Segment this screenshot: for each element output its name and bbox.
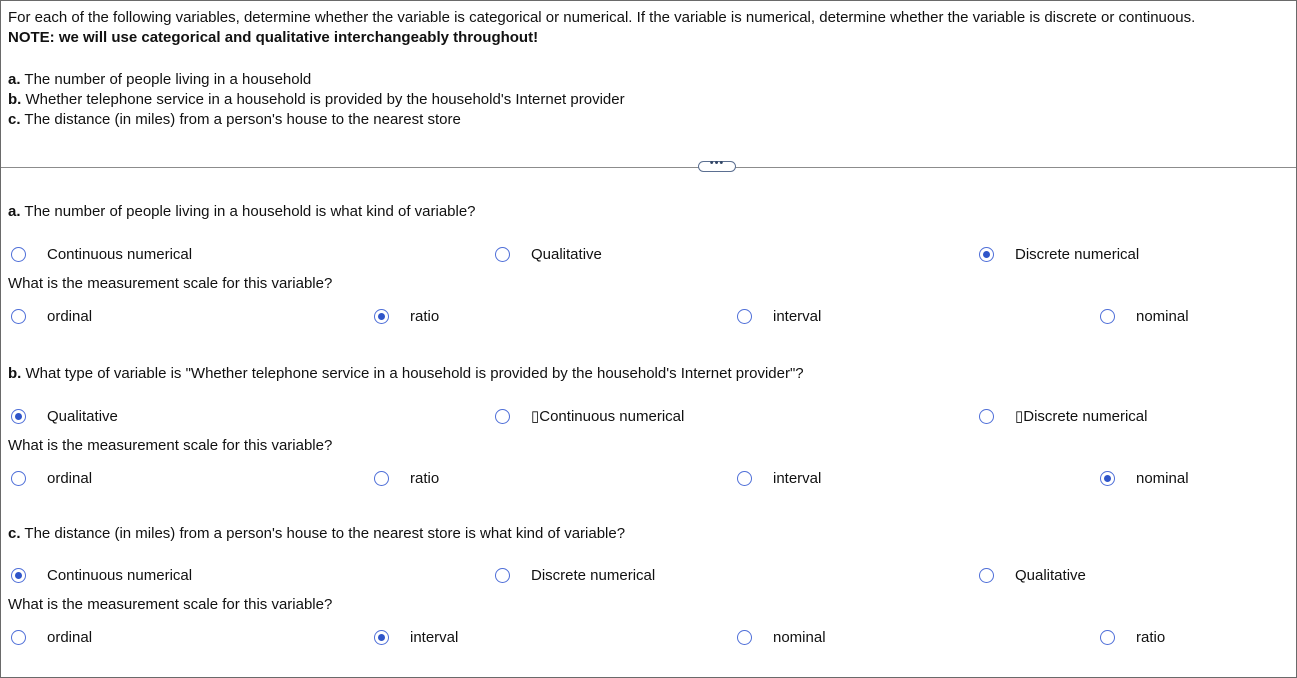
part-b-question: b. What type of variable is "Whether telephone service in a household is provided by the household's Internet provider"? xyxy=(8,365,804,382)
radio-button[interactable] xyxy=(979,568,994,583)
part-c-scale-option-3[interactable]: nominal xyxy=(737,627,826,647)
radio-button[interactable] xyxy=(374,471,389,486)
part-b-scale-question: What is the measurement scale for this variable? xyxy=(8,437,333,454)
radio-button[interactable] xyxy=(1100,471,1115,486)
part-c-scale-option-4[interactable]: ratio xyxy=(1100,627,1165,647)
part-a-type-option-3[interactable]: Discrete numerical xyxy=(979,244,1139,264)
part-a-scale-options xyxy=(1,306,1296,326)
radio-button[interactable] xyxy=(11,630,26,645)
part-b-type-option-1[interactable]: Qualitative xyxy=(11,406,118,426)
part-b-type-option-3[interactable]: ▯Discrete numerical xyxy=(979,406,1147,426)
radio-button[interactable] xyxy=(1100,630,1115,645)
instruction-item-b: b. Whether telephone service in a household is provided by the household's Internet provider xyxy=(8,91,625,108)
part-b-scale-option-4[interactable]: nominal xyxy=(1100,468,1189,488)
part-a-scale-option-1[interactable]: ordinal xyxy=(11,306,92,326)
part-c-scale-option-1[interactable]: ordinal xyxy=(11,627,92,647)
part-b-scale-option-2[interactable]: ratio xyxy=(374,468,439,488)
radio-button[interactable] xyxy=(11,247,26,262)
radio-button[interactable] xyxy=(737,309,752,324)
radio-button[interactable] xyxy=(1100,309,1115,324)
part-c-type-option-3[interactable]: Qualitative xyxy=(979,565,1086,585)
radio-button[interactable] xyxy=(495,409,510,424)
part-c-type-option-2[interactable]: Discrete numerical xyxy=(495,565,655,585)
part-a-scale-option-4[interactable]: nominal xyxy=(1100,306,1189,326)
part-a-question: a. The number of people living in a household is what kind of variable? xyxy=(8,203,476,220)
part-a-type-options xyxy=(1,244,1296,264)
radio-button[interactable] xyxy=(495,568,510,583)
radio-button[interactable] xyxy=(979,247,994,262)
part-b-scale-option-1[interactable]: ordinal xyxy=(11,468,92,488)
radio-button[interactable] xyxy=(11,568,26,583)
panel-divider xyxy=(1,167,1296,168)
part-a-type-option-1[interactable]: Continuous numerical xyxy=(11,244,192,264)
radio-button[interactable] xyxy=(737,471,752,486)
part-c-type-options xyxy=(1,565,1296,585)
radio-button[interactable] xyxy=(11,309,26,324)
radio-button[interactable] xyxy=(979,409,994,424)
instruction-item-c: c. The distance (in miles) from a person's house to the nearest store xyxy=(8,111,461,128)
instructions-note: NOTE: we will use categorical and qualitative interchangeably throughout! xyxy=(8,29,539,46)
instructions xyxy=(8,8,1290,130)
instructions-intro: For each of the following variables, determine whether the variable is categorical or numerical. If the variable is numerical, determine whether the variable is discrete or continuous. xyxy=(8,9,1196,26)
part-b-type-options xyxy=(1,406,1296,426)
part-a-scale-question: What is the measurement scale for this variable? xyxy=(8,275,333,292)
part-b-scale-options xyxy=(1,468,1296,488)
part-b-type-option-2[interactable]: ▯Continuous numerical xyxy=(495,406,684,426)
part-a-scale-option-2[interactable]: ratio xyxy=(374,306,439,326)
radio-button[interactable] xyxy=(495,247,510,262)
part-b-scale-option-3[interactable]: interval xyxy=(737,468,821,488)
part-a-scale-option-3[interactable]: interval xyxy=(737,306,821,326)
part-c-scale-option-2[interactable]: interval xyxy=(374,627,458,647)
radio-button[interactable] xyxy=(374,309,389,324)
expand-more-button[interactable] xyxy=(698,157,736,172)
radio-button[interactable] xyxy=(11,471,26,486)
instruction-item-a: a. The number of people living in a household xyxy=(8,71,312,88)
radio-button[interactable] xyxy=(737,630,752,645)
radio-button[interactable] xyxy=(374,630,389,645)
radio-button[interactable] xyxy=(11,409,26,424)
part-c-scale-options xyxy=(1,627,1296,647)
ellipsis-icon: ••• xyxy=(709,157,725,169)
part-c-question: c. The distance (in miles) from a person's house to the nearest store is what kind of variable? xyxy=(8,525,626,542)
part-a-type-option-2[interactable]: Qualitative xyxy=(495,244,602,264)
part-c-scale-question: What is the measurement scale for this variable? xyxy=(8,596,333,613)
part-c-type-option-1[interactable]: Continuous numerical xyxy=(11,565,192,585)
